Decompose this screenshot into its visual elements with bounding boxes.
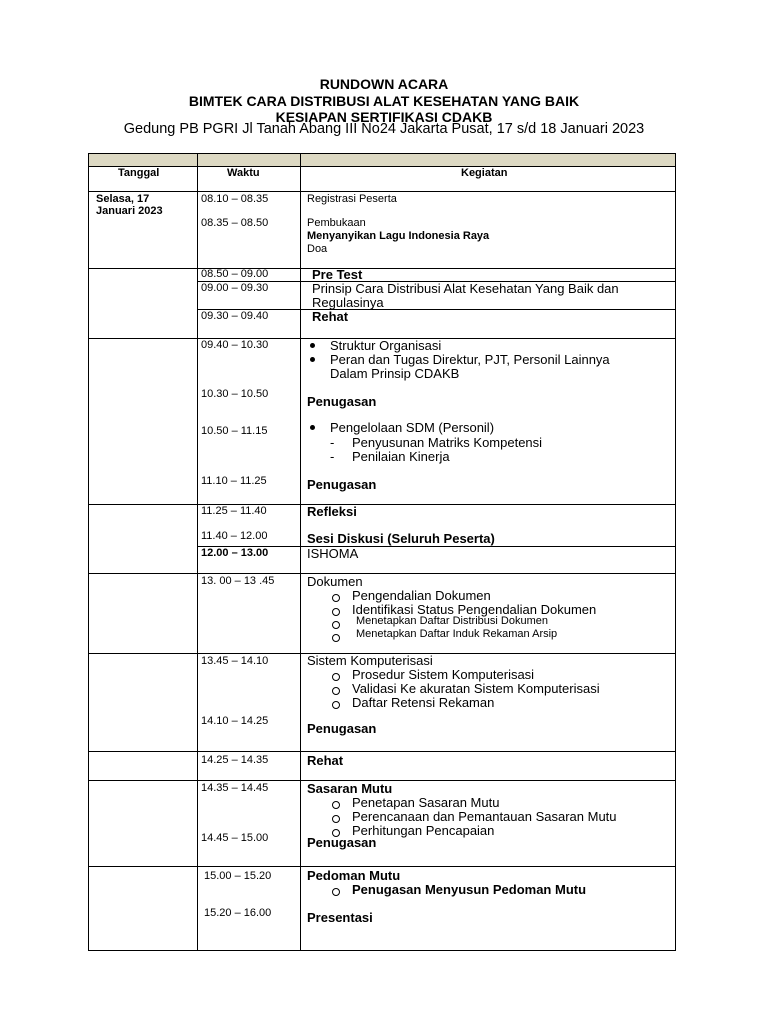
- table-rule: [88, 153, 676, 154]
- circle-bullet-icon: [332, 673, 340, 681]
- table-rule: [300, 153, 301, 951]
- tanggal-cell: Selasa, 17: [96, 193, 150, 205]
- activity-text: Rehat: [312, 309, 349, 324]
- activity-text: Regulasinya: [312, 295, 384, 310]
- activity-text: Penugasan: [307, 835, 377, 850]
- activity-text: Menyanyikan Lagu Indonesia Raya: [307, 230, 490, 242]
- time-cell: 12.00 – 13.00: [201, 547, 269, 559]
- col-header-waktu: Waktu: [227, 167, 260, 179]
- activity-text: Sesi Diskusi (Seluruh Peserta): [307, 531, 495, 546]
- table-rule: [88, 504, 676, 505]
- activity-text: Dalam Prinsip CDAKB: [330, 366, 460, 381]
- time-cell: 08.50 – 09.00: [201, 268, 269, 280]
- circle-bullet-icon: [332, 594, 340, 602]
- time-cell: 13. 00 – 13 .45: [201, 575, 275, 587]
- bullet-icon: [310, 425, 315, 430]
- doc-subtitle: BIMTEK CARA DISTRIBUSI ALAT KESEHATAN YANG BAIK: [188, 93, 580, 109]
- activity-text: Refleksi: [307, 504, 357, 519]
- bullet-icon: [310, 343, 315, 348]
- circle-bullet-icon: [332, 815, 340, 823]
- activity-text: Pengendalian Dokumen: [352, 588, 491, 603]
- time-cell: 11.25 – 11.40: [201, 505, 267, 517]
- activity-text: Perhitungan Pencapaian: [352, 823, 495, 838]
- activity-text: Penyusunan Matriks Kompetensi: [352, 435, 543, 450]
- time-cell: 14.45 – 15.00: [201, 832, 269, 844]
- activity-text: Penetapan Sasaran Mutu: [352, 795, 500, 810]
- activity-text: Daftar Retensi Rekaman: [352, 695, 495, 710]
- table-rule: [675, 153, 676, 951]
- activity-text: Validasi Ke akuratan Sistem Komputerisasi: [352, 681, 600, 696]
- circle-bullet-icon: [332, 801, 340, 809]
- table-rule: [88, 751, 676, 752]
- circle-bullet-icon: [332, 687, 340, 695]
- table-rule: [197, 309, 676, 310]
- table-rule: [197, 153, 198, 951]
- table-rule: [197, 546, 676, 547]
- table-shaded-strip: [89, 154, 676, 166]
- dash-icon: -: [330, 449, 335, 464]
- time-cell: 15.20 – 16.00: [204, 907, 272, 919]
- activity-text: Menetapkan Daftar Induk Rekaman Arsip: [356, 628, 558, 640]
- table-rule: [88, 573, 676, 574]
- activity-text: Sasaran Mutu: [307, 781, 393, 796]
- activity-text: Perencanaan dan Pemantauan Sasaran Mutu: [352, 809, 617, 824]
- activity-text: Prosedur Sistem Komputerisasi: [352, 667, 535, 682]
- activity-text: Pre Test: [312, 267, 363, 282]
- col-header-kegiatan: Kegiatan: [461, 167, 508, 179]
- table-rule: [88, 153, 89, 951]
- activity-text: Struktur Organisasi: [330, 338, 442, 353]
- table-rule: [88, 950, 676, 951]
- activity-text: Peran dan Tugas Direktur, PJT, Personil Lainnya: [330, 352, 610, 367]
- time-cell: 09.30 – 09.40: [201, 310, 269, 322]
- time-cell: 14.25 – 14.35: [201, 754, 269, 766]
- activity-text: Pembukaan: [307, 217, 366, 229]
- activity-text: Registrasi Peserta: [307, 193, 397, 205]
- table-rule: [88, 268, 676, 269]
- time-cell: 14.10 – 14.25: [201, 715, 269, 727]
- activity-text: Menetapkan Daftar Distribusi Dokumen: [356, 615, 548, 627]
- time-cell: 11.10 – 11.25: [201, 475, 267, 487]
- time-cell: 15.00 – 15.20: [204, 870, 272, 882]
- time-cell: 10.30 – 10.50: [201, 388, 269, 400]
- doc-venue: Gedung PB PGRI Jl Tanah Abang III No24 Jakarta Pusat, 17 s/d 18 Januari 2023: [123, 121, 645, 137]
- time-cell: 09.40 – 10.30: [201, 339, 269, 351]
- time-cell: 09.00 – 09.30: [201, 282, 269, 294]
- activity-text: Penugasan Menyusun Pedoman Mutu: [352, 882, 587, 897]
- time-cell: 14.35 – 14.45: [201, 782, 269, 794]
- doc-subtitle-2: KESIAPAN SERTIFIKASI CDAKB: [275, 109, 493, 125]
- time-cell: 10.50 – 11.15: [201, 425, 268, 437]
- col-header-tanggal: Tanggal: [118, 167, 160, 179]
- activity-text: Pengelolaan SDM (Personil): [330, 420, 495, 435]
- activity-text: Rehat: [307, 753, 344, 768]
- activity-text: Identifikasi Status Pengendalian Dokumen: [352, 602, 597, 617]
- activity-text: Penugasan: [307, 477, 377, 492]
- time-cell: 08.35 – 08.50: [201, 217, 269, 229]
- time-cell: 11.40 – 12.00: [201, 530, 268, 542]
- activity-text: Penilaian Kinerja: [352, 449, 450, 464]
- activity-text: Doa: [307, 243, 328, 255]
- activity-text: Penugasan: [307, 721, 377, 736]
- activity-text: Prinsip Cara Distribusi Alat Kesehatan Yang Baik dan: [312, 281, 619, 296]
- table-rule: [88, 866, 676, 867]
- activity-text: Penugasan: [307, 394, 377, 409]
- dash-icon: -: [330, 435, 335, 450]
- circle-bullet-icon: [332, 634, 340, 642]
- circle-bullet-icon: [332, 701, 340, 709]
- tanggal-cell: Januari 2023: [96, 205, 163, 217]
- time-cell: 13.45 – 14.10: [201, 655, 269, 667]
- table-rule: [88, 191, 676, 192]
- doc-title: RUNDOWN ACARA: [319, 76, 449, 92]
- bullet-icon: [310, 357, 315, 362]
- circle-bullet-icon: [332, 608, 340, 616]
- activity-text: Pedoman Mutu: [307, 868, 401, 883]
- circle-bullet-icon: [332, 621, 340, 629]
- time-cell: 08.10 – 08.35: [201, 193, 269, 205]
- activity-text: Dokumen: [307, 574, 363, 589]
- table-rule: [88, 166, 676, 167]
- activity-text: Presentasi: [307, 910, 373, 925]
- activity-text: ISHOMA: [307, 546, 359, 561]
- circle-bullet-icon: [332, 888, 340, 896]
- activity-text: Sistem Komputerisasi: [307, 653, 433, 668]
